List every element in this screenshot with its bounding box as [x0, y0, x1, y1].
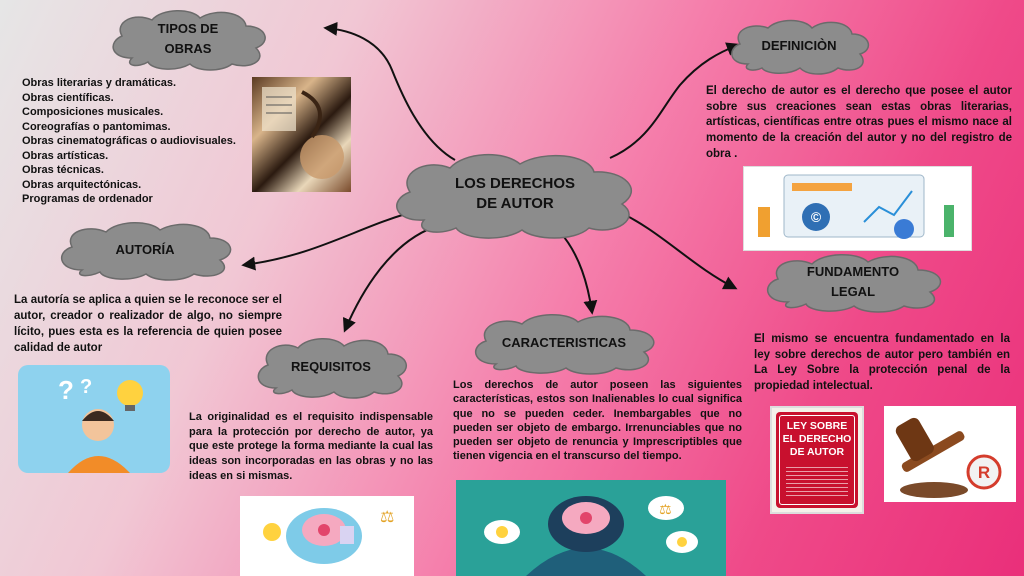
link-caracteristicas — [560, 232, 592, 312]
definicion-cloud — [724, 18, 874, 74]
list-item: Obras técnicas. — [22, 164, 104, 177]
gavel-icon — [894, 416, 968, 498]
autoria-cloud — [52, 220, 238, 280]
list-item: Obras artísticas. — [22, 149, 109, 162]
scales-icon: ⚖ — [380, 507, 395, 526]
tipos-list — [22, 76, 262, 207]
art-collage-image — [252, 77, 351, 192]
autoria-text: La autoría se aplica a quien se le reconoce ser el autor, creador o realizador de algo, no siempre lícito, pues esta es la referencia de quien posee calidad de autor — [14, 294, 282, 354]
caracteristicas-cloud — [466, 312, 662, 374]
gavel-illustration — [884, 406, 1016, 502]
svg-text:?: ? — [80, 376, 93, 398]
definicion-title: DEFINICIÒN — [761, 37, 837, 53]
tipos-cloud — [104, 8, 272, 70]
list-item: Obras cinematográficas o audiovisuales. — [22, 135, 236, 148]
brain-ideas-image-left — [240, 496, 414, 576]
caracteristicas-text: Los derechos de autor poseen las siguientes características, estos son Inalienables lo cual significa que no se pueden ceder. Inembargables que no pueden ser objeto de embargo. Irrenunciables que no pueden ser objeto de renuncia y Imprescriptibles que tienen vigencia en el transcurso del tiempo. — [453, 379, 742, 463]
analysis-illustration — [744, 167, 971, 250]
autoria-title: AUTORÍA — [115, 241, 175, 257]
question-mark-icon: ? — [58, 375, 74, 405]
tipos-title-line1: TIPOS DE — [157, 20, 219, 36]
brain-illustration — [456, 480, 726, 576]
globe-icon — [894, 219, 914, 239]
sign-line3: DE AUTOR — [789, 446, 845, 459]
gavel-image — [884, 406, 1016, 502]
tipos-title-line2: OBRAS — [164, 41, 212, 56]
requisitos-title: REQUISITOS — [291, 358, 371, 374]
center-cloud — [384, 150, 646, 238]
lightbulb-icon — [117, 380, 143, 406]
brain-ideas-image-center — [456, 480, 726, 576]
svg-text:R: R — [977, 463, 991, 482]
list-item: Composiciones musicales. — [22, 106, 164, 119]
center-title-line2: DE AUTOR — [476, 195, 554, 212]
brain-illustration — [240, 496, 414, 576]
fundamento-text: El mismo se encuentra fundamentado en la ley sobre derechos de autor pero también en La Ley Sobre la protección penal de la propiedad intelectual. — [754, 333, 1010, 392]
collage-shapes — [252, 77, 351, 192]
list-item: Coreografías o pantomimas. — [22, 120, 171, 133]
fundamento-cloud — [758, 252, 948, 312]
sign-line2: EL DERECHO — [782, 433, 852, 446]
list-item: Obras literarias y dramáticas. — [22, 77, 177, 89]
ley-sign-image — [770, 406, 864, 514]
link-requisitos — [345, 225, 440, 330]
fundamento-title-line2: LEGAL — [830, 284, 876, 299]
caracteristicas-title: CARACTERISTICAS — [501, 334, 627, 350]
data-analysis-image — [743, 166, 972, 251]
center-title-line1: LOS DERECHOS — [454, 174, 575, 192]
thinking-man-image — [18, 365, 170, 473]
fundamento-title-line1: FUNDAMENTO — [806, 263, 900, 279]
definicion-text: El derecho de autor es el derecho que posee el autor sobre sus creaciones sean estas obras literarias, artísticas, científicas entre otras pues el mismo nace al momento de la creación del autor y no del registro de obra . — [706, 85, 1012, 160]
list-item: Obras arquitectónicas. — [22, 178, 142, 191]
list-item: Obras científicas. — [22, 91, 114, 104]
requisitos-text: La originalidad es el requisito indispensable para la protección por derecho de autor, ya que este protege la forma mediante la cual las ideas son incorporadas en las obras y no las ideas en si mismas. — [189, 411, 433, 482]
thinking-illustration — [18, 365, 170, 473]
sign-line1: LEY SOBRE — [786, 420, 848, 432]
copyright-icon: © — [810, 209, 822, 225]
svg-text:⚖: ⚖ — [659, 502, 672, 518]
list-item: Programas de ordenador — [22, 193, 153, 206]
